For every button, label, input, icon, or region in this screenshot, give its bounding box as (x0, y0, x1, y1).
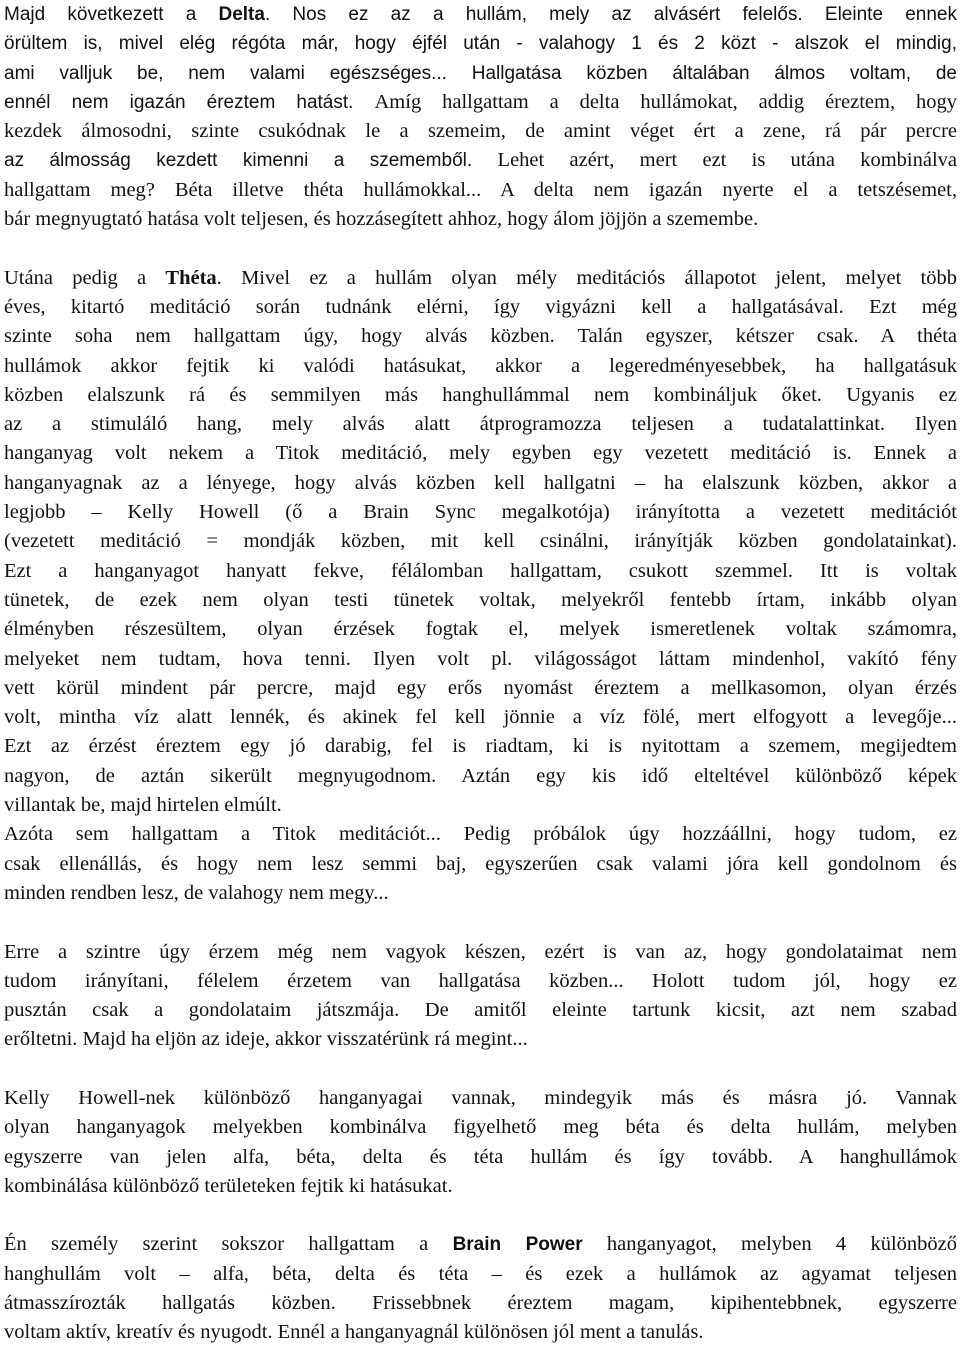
text-line (4, 703, 957, 732)
text-segment: hullámok akkor fejtik ki valódi hatásukat, akkor a legeredményesebbek, ha hallgatásuk (4, 354, 957, 377)
text-line (4, 674, 957, 703)
text-segment: bár megnyugtató hatása volt teljesen, és hozzásegített ahhoz, hogy álom jöjjön a szemembe. (4, 208, 759, 231)
text-segment: közben elalszunk rá és semmilyen más hanghullámmal nem kombináljuk őket. Ugyanis ez (4, 383, 957, 406)
text-segment: az a stimuláló hang, mely alvás alatt átprogramozza teljesen a tudatalattinkat. Ilyen (4, 413, 957, 436)
text-segment: Ezt az érzést éreztem egy jó darabig, fel is riadtam, ki is nyitottam a szemem, megijedtem (4, 735, 957, 758)
text-line (4, 381, 957, 410)
text-segment: hanganyagnak az a lényege, hogy alvás közben kell hallgatni – ha elalszunk közben, akkor a (4, 471, 957, 494)
text-segment: Lehet azért, mert ezt is utána kombinálva (497, 149, 957, 172)
text-line (4, 264, 957, 293)
paragraph (4, 1084, 957, 1201)
text-line (4, 850, 957, 879)
paragraph-gap (4, 1055, 957, 1084)
paragraph (4, 264, 957, 909)
text-line (4, 938, 957, 967)
paragraph (4, 938, 957, 1055)
text-segment: kezdek álmosodni, szinte csukódnak le a szemeim, de amint véget ért a zene, rá pár percre (4, 120, 957, 143)
text-segment: Azóta sem hallgattam a Titok meditációt... Pedig próbálok úgy hozzáállni, hogy tudom, ez (4, 823, 957, 846)
text-line (4, 29, 957, 58)
text-segment: minden rendben lesz, de valahogy nem megy... (4, 881, 389, 904)
text-line (4, 967, 957, 996)
text-line (4, 996, 957, 1025)
text-line (4, 469, 957, 498)
text-segment: ennél nem igazán éreztem hatást. (4, 91, 375, 113)
text-segment: élményben részesültem, olyan érzések fogtak el, melyek ismeretlenek voltak számomra, (4, 618, 957, 641)
text-line (4, 557, 957, 586)
text-segment: tudom irányítani, félelem érzetem van hallgatása közben... Holott tudom jól, hogy ez (4, 969, 957, 992)
text-segment: ami valljuk be, nem valami egészséges... Hallgatása közben általában álmos voltam, de (4, 62, 957, 84)
text-segment: nagyon, de aztán sikerült megnyugodnom. Aztán egy kis idő elteltével különböző képek (4, 764, 957, 787)
text-line (4, 1172, 957, 1201)
text-line (4, 146, 957, 175)
paragraph (4, 1230, 957, 1347)
text-line (4, 176, 957, 205)
text-line (4, 0, 957, 29)
text-segment: olyan hanganyagok melyekben kombinálva figyelhető meg béta és delta hullám, melyben (4, 1116, 957, 1139)
text-line (4, 1025, 957, 1054)
text-line (4, 1113, 957, 1142)
text-segment: melyeket nem tudtam, hova tenni. Ilyen volt pl. világosságot láttam mindenhol, vakító fény (4, 647, 957, 670)
text-segment: voltam aktív, kreatív és nyugodt. Ennél a hanganyagnál különösen jól ment a tanulás. (4, 1321, 704, 1344)
text-segment: Én személy szerint sokszor hallgattam a (4, 1233, 453, 1256)
text-segment: legjobb – Kelly Howell (ő a Brain Sync megalkotója) irányította a vezetett meditációt (4, 501, 957, 524)
text-segment: tünetek, de ezek nem olyan testi tünetek voltak, melyekről fentebb írtam, inkább olyan (4, 588, 957, 611)
text-line (4, 527, 957, 556)
text-segment: erőltetni. Majd ha eljön az ideje, akkor visszatérünk rá megint... (4, 1028, 528, 1051)
text-segment: hanganyag volt nekem a Titok meditáció, mely egyben egy vezetett meditáció is. Ennek a (4, 442, 957, 465)
text-segment: Ezt a hanganyagot hanyatt fekve, félálomban hallgattam, csukott szemmel. Itt is voltak (4, 559, 957, 582)
text-segment: volt, mintha víz alatt lennék, és akinek fel kell jönnie a víz fölé, mert elfogyott a levegője... (4, 706, 957, 729)
text-line (4, 1230, 957, 1259)
text-segment: szinte soha nem hallgattam úgy, hogy alvás közben. Talán egyszer, kétszer csak. A théta (4, 325, 957, 348)
text-line (4, 762, 957, 791)
text-line (4, 645, 957, 674)
paragraph-gap (4, 908, 957, 937)
text-segment: Erre a szintre úgy érzem még nem vagyok készen, ezért is van az, hogy gondolataimat nem (4, 940, 957, 963)
text-line (4, 117, 957, 146)
paragraph-gap (4, 234, 957, 263)
text-line (4, 1260, 957, 1289)
text-line (4, 293, 957, 322)
text-segment: . Nos ez az a hullám, mely az alvásért felelős. Eleinte ennek (264, 4, 957, 25)
text-segment: örültem is, mivel elég régóta már, hogy éjfél után - valahogy 1 és 2 közt - alszok el mindig, (4, 33, 957, 55)
text-line (4, 1289, 957, 1318)
text-line (4, 59, 957, 88)
text-line (4, 615, 957, 644)
text-line (4, 732, 957, 761)
text-line (4, 1143, 957, 1172)
paragraph-gap (4, 1201, 957, 1230)
text-segment: Majd következett a (4, 4, 219, 25)
text-segment: . Mivel ez a hullám olyan mély meditációs állapotot jelent, melyet több (216, 266, 957, 289)
text-line (4, 820, 957, 849)
paragraph (4, 0, 957, 234)
text-segment: hallgattam meg? Béta illetve théta hullámokkal... A delta nem igazán nyerte el a tetszésemet, (4, 178, 957, 201)
text-line (4, 322, 957, 351)
text-line (4, 439, 957, 468)
text-segment: pusztán csak a gondolataim játszmája. De amitől eleinte tartunk kicsit, azt nem szabad (4, 999, 957, 1022)
text-segment: kombinálása különböző területeken fejtik ki hatásukat. (4, 1174, 453, 1197)
bold-term: Delta (218, 4, 265, 25)
bold-term: Brain Power (452, 1234, 583, 1256)
text-line (4, 205, 957, 234)
text-segment: Kelly Howell-nek különböző hanganyagai vannak, mindegyik más és másra jó. Vannak (4, 1086, 957, 1109)
text-line (4, 586, 957, 615)
text-line (4, 352, 957, 381)
text-line (4, 88, 957, 117)
text-segment: hanghullám volt – alfa, béta, delta és téta – és ezek a hullámok az agyamat teljesen (4, 1262, 957, 1285)
text-segment: villantak be, majd hirtelen elmúlt. (4, 794, 282, 817)
text-line (4, 791, 957, 820)
text-line (4, 410, 957, 439)
text-segment: csak ellenállás, és hogy nem lesz semmi baj, egyszerűen csak valami jóra kell gondolnom és (4, 852, 957, 875)
text-segment: Amíg hallgattam a delta hullámokat, addig éreztem, hogy (374, 90, 957, 113)
text-segment: éves, kitartó meditáció során tudnánk elérni, így vigyázni kell a hallgatásával. Ezt még (4, 295, 957, 318)
text-segment: (vezetett meditáció = mondják közben, mit kell csinálni, irányítják közben gondolatainkat). (4, 530, 957, 553)
text-segment: vett körül mindent pár percre, majd egy erős nyomást éreztem a mellkasomon, olyan érzés (4, 676, 957, 699)
text-segment: hanganyagot, melyben 4 különböző (582, 1233, 957, 1256)
text-segment: átmasszírozták hallgatás közben. Frissebbnek éreztem magam, kipihentebbnek, egyszerre (4, 1292, 957, 1315)
text-line (4, 1084, 957, 1113)
text-line (4, 1318, 957, 1347)
text-segment: Utána pedig a (4, 266, 166, 289)
text-segment: az álmosság kezdett kimenni a szememből. (4, 150, 498, 172)
text-line (4, 498, 957, 527)
text-line (4, 879, 957, 908)
bold-term: Théta (165, 266, 217, 289)
text-segment: egyszerre van jelen alfa, béta, delta és téta hullám és így tovább. A hanghullámok (4, 1145, 957, 1168)
